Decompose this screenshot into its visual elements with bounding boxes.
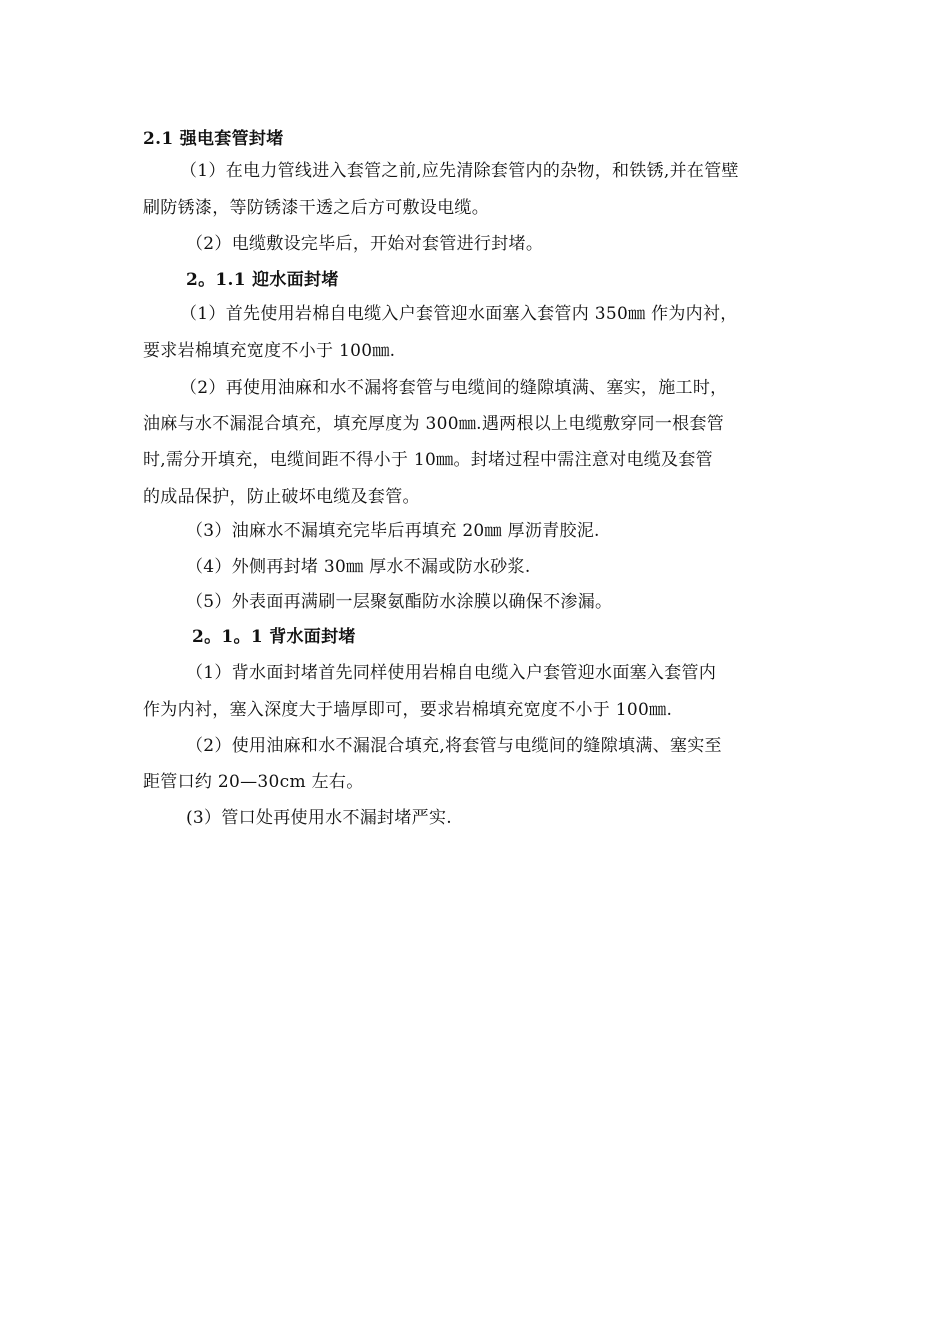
upstream-item-3-line-1: （3）油麻水不漏填充完毕后再填充 20㎜ 厚沥青胶泥. [186,521,600,541]
upstream-item-5-line-1: （5）外表面再满刷一层聚氨酯防水涂膜以确保不渗漏。 [186,592,613,612]
downstream-item-1-line-1: （1）背水面封堵首先同样使用岩棉自电缆入户套管迎水面塞入套管内 [186,663,717,683]
upstream-item-2-line-1: （2）再使用油麻和水不漏将套管与电缆间的缝隙填满、塞实，施工时， [180,378,728,398]
subsection-title-upstream: 2。1.1 迎水面封堵 [186,270,339,290]
upstream-item-2-line-2: 油麻与水不漏混合填充，填充厚度为 300㎜.遇两根以上电缆敷穿同一根套管 [143,414,725,434]
upstream-item-2-line-4: 的成品保护，防止破坏电缆及套管。 [143,487,420,507]
downstream-item-1-line-2: 作为内衬，塞入深度大于墙厚即可，要求岩棉填充宽度不小于 100㎜. [143,700,673,720]
upstream-item-1-line-2: 要求岩棉填充宽度不小于 100㎜. [143,341,396,361]
downstream-item-2-line-1: （2）使用油麻和水不漏混合填充,将套管与电缆间的缝隙填满、塞实至 [186,736,722,756]
intro-paragraph-2-line-1: （2）电缆敷设完毕后，开始对套管进行封堵。 [186,234,544,254]
intro-paragraph-1-line-1: （1）在电力管线进入套管之前,应先清除套管内的杂物，和铁锈,并在管壁 [180,161,739,181]
upstream-item-1-line-1: （1）首先使用岩棉自电缆入户套管迎水面塞入套管内 350㎜ 作为内衬， [180,304,738,324]
intro-paragraph-1-line-2: 刷防锈漆，等防锈漆干透之后方可敷设电缆。 [143,198,489,218]
section-title: 2.1 强电套管封堵 [143,129,284,149]
upstream-item-4-line-1: （4）外侧再封堵 30㎜ 厚水不漏或防水砂浆. [186,557,531,577]
upstream-item-2-line-3: 时,需分开填充，电缆间距不得小于 10㎜。封堵过程中需注意对电缆及套管 [143,450,713,470]
downstream-item-2-line-2: 距管口约 20—30cm 左右。 [143,772,364,792]
subsection-title-downstream: 2。1。1 背水面封堵 [192,627,356,647]
downstream-item-3-line-1: (3）管口处再使用水不漏封堵严实. [186,808,452,828]
